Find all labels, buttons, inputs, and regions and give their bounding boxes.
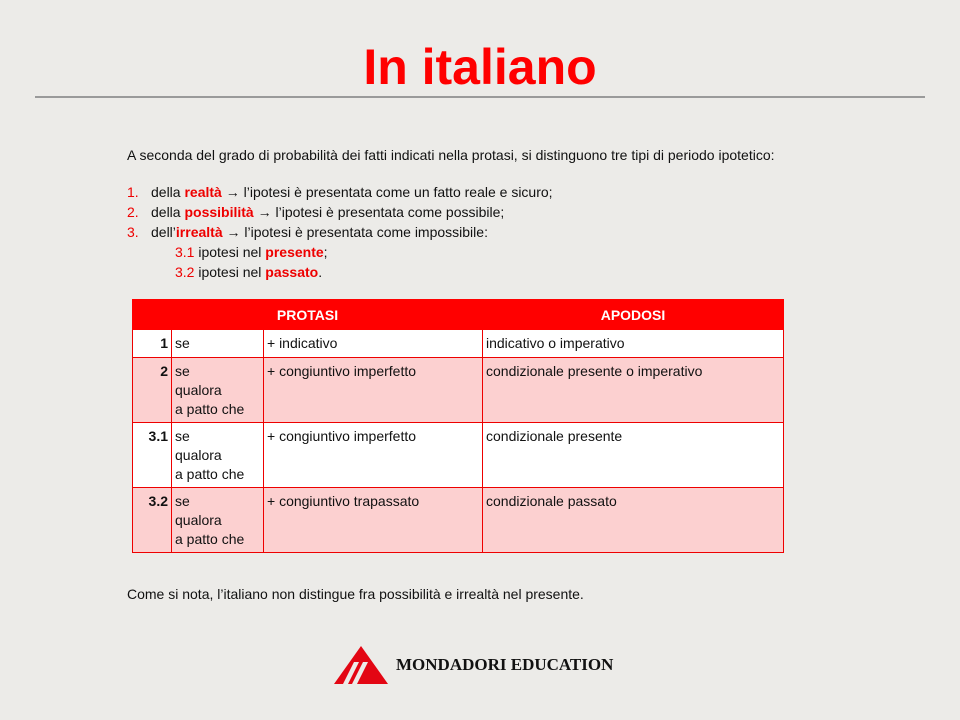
title-divider [35,96,925,98]
table-row [133,423,784,488]
note-text: Come si nota, l’italiano non distingue fra possibilità e irrealtà nel presente. [127,586,584,602]
row-number: 3.2 [133,488,172,553]
logo-text: MONDADORI EDUCATION [396,655,614,674]
sublist-item: 3.2 ipotesi nel passato. [175,264,323,280]
header-apodosi: APODOSI [483,300,784,330]
protasi-verb: + congiuntivo imperfetto [264,358,483,423]
intro-text: A seconda del grado di probabilità dei fatti indicati nella protasi, si distinguono tre tipi di periodo ipotetico: [127,147,775,163]
protasi-verb: + congiuntivo trapassato [264,488,483,553]
header-protasi: PROTASI [133,300,483,330]
row-number: 1 [133,330,172,358]
list-item: 3. dell’irrealtà → l’ipotesi è presentata come impossibile: [127,224,488,240]
conjunction: se qualora a patto che [172,358,264,423]
protasi-verb: + indicativo [264,330,483,358]
protasi-verb: + congiuntivo imperfetto [264,423,483,488]
sublist-item: 3.1 ipotesi nel presente; [175,244,328,260]
row-number: 3.1 [133,423,172,488]
apodosi: condizionale presente o imperativo [483,358,784,423]
apodosi: condizionale presente [483,423,784,488]
publisher-logo [332,644,613,686]
list-item: 2. della possibilità → l’ipotesi è presentata come possibile; [127,204,505,220]
table-row [133,488,784,553]
conditional-table [132,299,784,553]
types-list [127,182,553,282]
list-item: 1. della realtà → l’ipotesi è presentata come un fatto reale e sicuro; [127,184,553,200]
table-row [133,330,784,358]
conjunction: se qualora a patto che [172,488,264,553]
conjunction: se [172,330,264,358]
conjunction: se qualora a patto che [172,423,264,488]
apodosi: indicativo o imperativo [483,330,784,358]
slide-title: In italiano [363,39,597,95]
row-number: 2 [133,358,172,423]
table-row [133,358,784,423]
mondadori-logo-icon [332,644,390,686]
apodosi: condizionale passato [483,488,784,553]
